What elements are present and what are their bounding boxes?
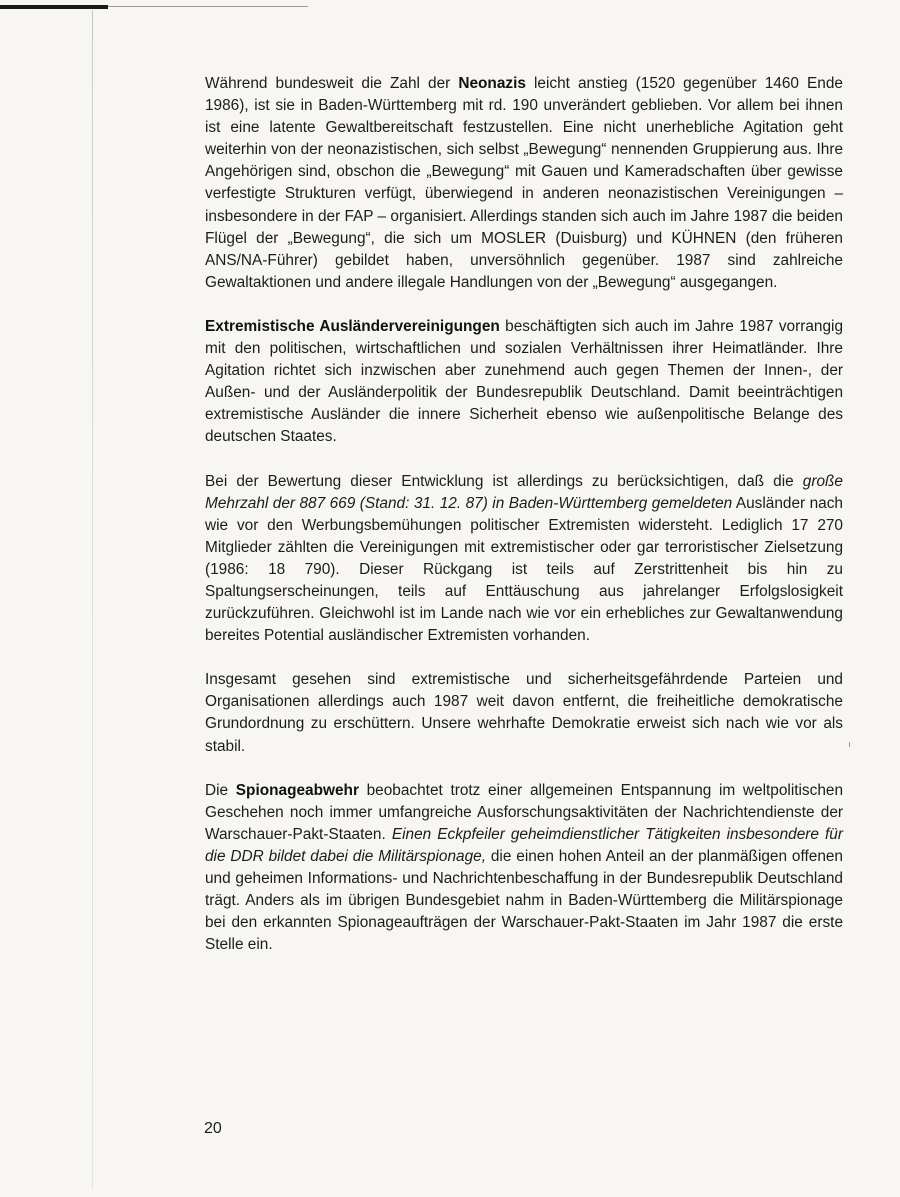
paragraph-auslaendervereinigungen [205, 316, 843, 449]
paragraph-segment: beobachtet trotz einer allgemeinen Entspannung im weltpolitischen Geschehen noch immer umfangreiche Ausforschungsaktivitäten der Nachrichtendienste der Warschauer-Pakt-Staaten. [205, 781, 844, 843]
paragraph-segment: Ausländer nach wie vor den Werbungsbemühungen politischer Extremisten widersteht. Lediglich 17 270 Mitglieder zählten die Vereinigungen mit extremistischer oder gar terroristischer Zielsetzung (1986: 18 790). Dieser Rückgang ist teils auf Zerstrittenheit bis hin zu Spaltungserscheinungen, teils auf Enttäuschung aus jahrelanger Erfolgslosigkeit zurückzuführen. Gleichwohl ist im Lande nach wie vor ein erhebliches zur Gewaltanwendung bereites Potential ausländischer Extremisten vorhanden. [205, 494, 843, 645]
page-number: 20 [204, 1120, 222, 1137]
keyword-neonazis: Neonazis [458, 75, 526, 92]
paragraph-bewertung [205, 471, 843, 648]
paragraph-segment: Die [205, 781, 236, 799]
paragraph-segment: Bei der Bewertung dieser Entwicklung ist allerdings zu berücksichtigen, daß die [205, 472, 803, 490]
paragraph-insgesamt [205, 669, 843, 757]
paragraph-segment: beschäftigten sich auch im Jahre 1987 vorrangig mit den politischen, wirtschaftlichen und sozialen Verhältnissen ihrer Heimatländer. Ihre Agitation richtet sich inzwischen aber zunehmend auch gegen Themen der Innen-, der Außen- und der Ausländerpolitik der Bundesrepublik Deutschland. Damit beeinträchtigen extremistische Ausländer die innere Sicherheit ebenso wie außenpolitische Belange des deutschen Staates. [205, 317, 843, 446]
page-binding-edge [92, 10, 93, 1190]
keyword-auslaendervereinigungen: Extremistische Ausländervereinigungen [205, 317, 500, 335]
paragraph-segment: Insgesamt gesehen sind extremistische und sicherheitsgefährdende Parteien und Organisationen allerdings auch 1987 weit davon entfernt, die freiheitliche demokratische Grundordnung zu erschüttern. Unsere wehrhafte Demokratie erweist sich nach wie vor als stabil. [205, 671, 843, 755]
body-text [205, 73, 843, 956]
paragraph-segment: die einen hohen Anteil an der planmäßigen offenen und geheimen Informations- und Nachrichtenbeschaffung in der Bundesrepublik Deutschland trägt. Anders als im übrigen Bundesgebiet nahm in Baden-Württemberg die Militärspionage bei den erkannten Spionageaufträgen der Warschauer-Pakt-Staaten im Jahr 1987 die erste Stelle ein. [205, 847, 843, 954]
binding-rule [0, 5, 108, 9]
binding-rule-faint [108, 6, 308, 7]
paragraph-neonazis [205, 73, 843, 294]
paragraph-segment: Während bundesweit die Zahl der [205, 75, 459, 92]
paragraph-spionageabwehr [205, 780, 843, 957]
emphasis-mehrzahl: große Mehrzahl der 887 669 (Stand: 31. 12. 87) in Baden-Württemberg gemeldeten [205, 472, 843, 512]
scan-speck [849, 742, 850, 747]
emphasis-militaerspionage: Einen Eckpfeiler geheimdienstlicher Tätigkeiten insbesondere für die DDR bildet dabei die Militärspionage, [205, 825, 843, 865]
keyword-spionageabwehr: Spionageabwehr [235, 781, 359, 799]
paragraph-segment: leicht anstieg (1520 gegenüber 1460 Ende 1986), ist sie in Baden-Württemberg mit rd. 190 unverändert geblieben. Vor allem bei ihnen ist eine latente Gewaltbereitschaft festzustellen. Eine nicht unerhebliche Agitation geht weiterhin von der neonazistischen, sich selbst „Bewegung“ nennenden Gruppierung aus. Ihre Angehörigen sind, obschon die „Bewegung“ mit Gauen und Kameradschaften über gewisse verfestigte Strukturen verfügt, überwiegend in anderen neonazistischen Vereinigungen – insbesondere in der FAP – organisiert. Allerdings standen sich auch im Jahre 1987 die beiden Flügel der „Bewegung“, die sich um MOSLER (Duisburg) und KÜHNEN (den früheren ANS/NA-Führer) gebildet haben, unversöhnlich gegenüber. 1987 sind zahlreiche Gewaltaktionen und andere illegale Handlungen von der „Bewegung“ ausgegangen. [205, 75, 843, 291]
